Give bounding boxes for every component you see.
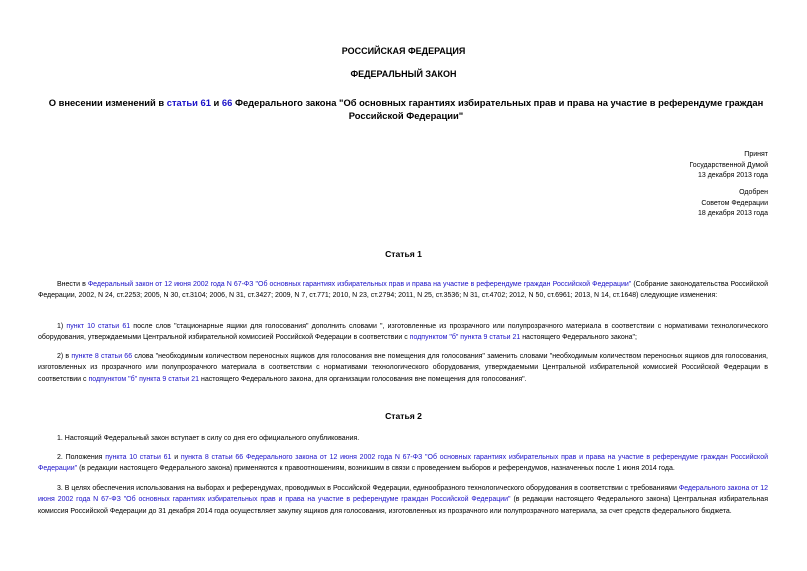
country-heading: РОССИЙСКАЯ ФЕДЕРАЦИЯ xyxy=(341,46,466,56)
approval-line-1: Одобрен xyxy=(739,189,768,196)
art2-item3-text-2: (в редакции настоящего Федерального закона) Центральная избирательная комиссия Российской Федерации до 31 декабря 2014 года осуществляет закупку ящиков для голосования, изготовленных из прозрачного или полупрозрачного материала, за счет средств федерального бюджета. xyxy=(38,496,768,515)
adoption-line-3: 13 декабря 2013 года xyxy=(697,172,768,180)
item1-text-2: после слов "стационарные ящики для голосования" дополнить словами ", изготовленные из прозрачного или полупрозрачного материала в соответствии с нормативами технологического оборудования, утверждаемыми Центральной избирательной комиссией Российской Федерации в соответствии с xyxy=(38,323,769,342)
link-federal-law-67[interactable]: Федеральный закон от 12 июня 2002 года N 67-ФЗ "Об основных гарантиях избирательных прав и права на участие в референдуме граждан Российской Федерации" xyxy=(87,281,632,288)
title-text-2: и xyxy=(210,97,222,108)
link-subpoint-b-art-21[interactable]: подпунктом "б" пункта 9 статьи 21 xyxy=(409,334,521,342)
intro-text-2: (Собрание законодательства Российской Федерации, 2002, N 24, ст.2253; 2005, N 30, ст.3104; 2006, N 31, ст.3427; 2009, N 7, ст.771; 2010, N 23, ст.2794; 2011, N 25, ст.3536; N 31, ст.4702; 2012, N 50, ст.6961; 2013, N 14, ст.1648) следующие изменения: xyxy=(38,281,768,300)
item1-text-3: настоящего Федерального закона"; xyxy=(520,334,637,342)
link-point-8-art-66-2[interactable]: пункта 8 статьи 66 Федерального закона от 12 июня 2002 года N 67-ФЗ "Об основных гарантиях избирательных прав и права на участие в референдуме граждан Российской Федерации" xyxy=(38,454,768,473)
link-point-8-art-66[interactable]: пункте 8 статьи 66 xyxy=(71,353,133,360)
link-subpoint-b-art-21-2[interactable]: подпунктом "б" пункта 9 статьи 21 xyxy=(88,375,200,383)
approval-line-3: 18 декабря 2013 года xyxy=(697,210,768,218)
article-1-item-1 xyxy=(38,321,768,344)
law-title xyxy=(38,97,774,122)
title-text-1: О внесении изменений в xyxy=(48,97,167,108)
art2-item2-text-2: и xyxy=(171,454,181,461)
link-point-10-art-61[interactable]: пункт 10 статьи 61 xyxy=(66,323,131,330)
intro-text-1: Внести в xyxy=(57,281,88,288)
art2-item3-text-1: 3. В целях обеспечения использования на выборах и референдумах, проводимых в Российской Федерации, единообразного технологического оборудования в соответствии с требованиями xyxy=(57,485,679,492)
approval-block xyxy=(568,188,768,220)
adoption-line-2: Государственной Думой xyxy=(689,161,768,169)
art2-item2-text-1: 2. Положения xyxy=(57,454,106,461)
art2-item2-text-3: (в редакции настоящего Федерального закона) применяются к правоотношениям, возникшим в связи с проведением выборов и референдумов, назначенных после 1 июня 2014 года. xyxy=(77,465,675,473)
article-2-item-1 xyxy=(38,433,768,444)
adoption-block xyxy=(568,150,768,182)
title-text-3: Федерального закона "Об основных гарантиях избирательных прав и права на участие в референдуме граждан Российской Федерации" xyxy=(232,97,764,121)
article-1-heading: Статья 1 xyxy=(385,249,422,259)
article-2-item-2 xyxy=(38,452,768,475)
link-article-66[interactable]: 66 xyxy=(221,97,233,108)
adoption-line-1: Принят xyxy=(744,151,768,158)
item1-text-1: 1) xyxy=(57,323,67,330)
law-type-heading: ФЕДЕРАЛЬНЫЙ ЗАКОН xyxy=(350,69,457,79)
art2-item1-text: 1. Настоящий Федеральный закон вступает в силу со дня его официального опубликования. xyxy=(57,435,360,442)
link-article-61[interactable]: статьи 61 xyxy=(166,97,211,108)
item2-text-1: 2) в xyxy=(57,353,72,360)
link-point-10-art-61-2[interactable]: пункта 10 статьи 61 xyxy=(105,454,172,461)
link-federal-law-67-2[interactable]: Федерального закона от 12 июня 2002 года N 67-ФЗ "Об основных гарантиях избирательных прав и права на участие в референдуме граждан Российской Федерации" xyxy=(38,485,768,504)
article-2-heading: Статья 2 xyxy=(385,411,422,421)
article-2-item-3 xyxy=(38,483,768,517)
article-1-item-2 xyxy=(38,351,768,385)
item2-text-2: слова "необходимым количеством переносных ящиков для голосования вне помещения для голосования" заменить словами "необходимым количеством переносных ящиков для голосования, изготовленных из прозрачного или полупрозрачного материала в соответствии с нормативами технологического оборудования, утверждаемыми Центральной избирательной комиссией Российской Федерации в соответствии с xyxy=(38,353,768,383)
item2-text-3: настоящего Федерального закона, для организации голосования вне помещения для голосования". xyxy=(199,375,527,383)
approval-line-2: Советом Федерации xyxy=(701,199,768,207)
article-1-intro xyxy=(38,279,768,302)
